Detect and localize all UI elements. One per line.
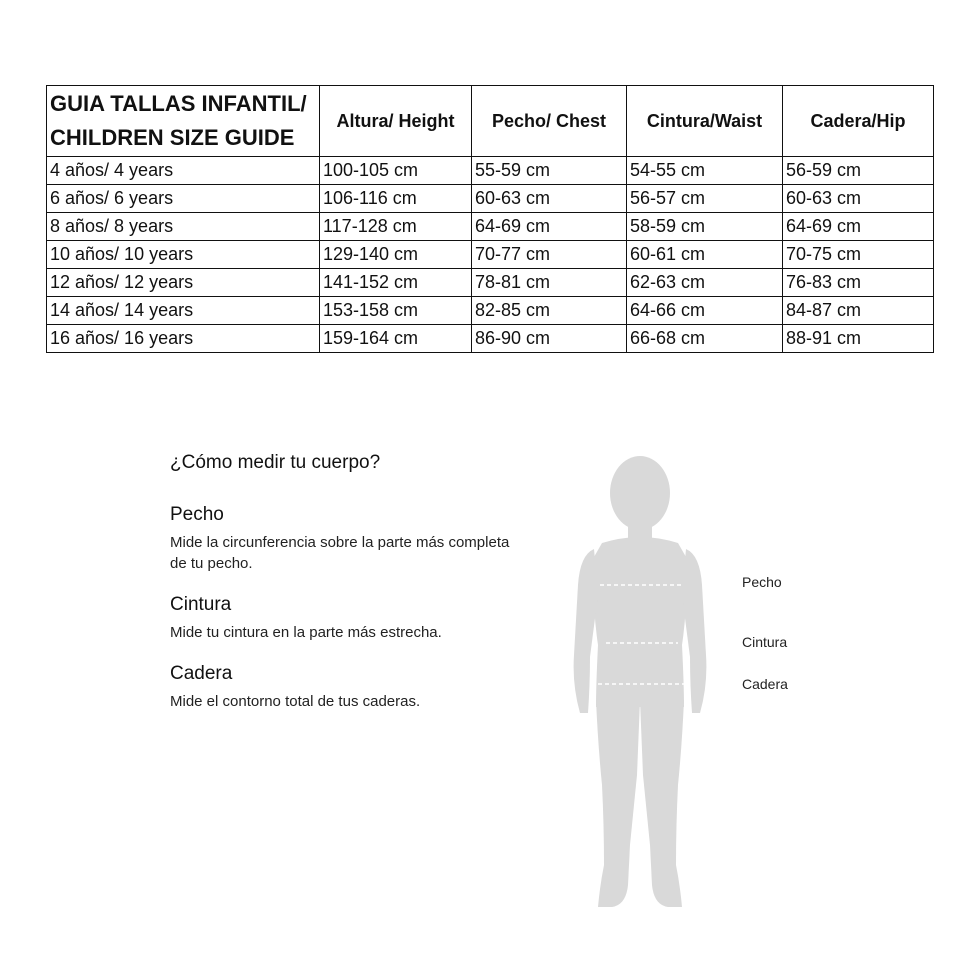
cell-chest: 55-59 cm	[472, 157, 627, 185]
guide-title: ¿Cómo medir tu cuerpo?	[170, 452, 381, 473]
table-row	[47, 297, 934, 325]
cell-chest: 70-77 cm	[472, 241, 627, 269]
figure-label-waist: Cintura	[742, 634, 788, 650]
cell-waist: 64-66 cm	[627, 297, 783, 325]
table-row	[47, 213, 934, 241]
cell-height: 100-105 cm	[320, 157, 472, 185]
section-hip-title: Cadera	[170, 663, 233, 684]
cell-waist: 56-57 cm	[627, 185, 783, 213]
cell-age: 14 años/ 14 years	[47, 297, 320, 325]
cell-chest: 82-85 cm	[472, 297, 627, 325]
cell-hip: 60-63 cm	[783, 185, 934, 213]
table-row	[47, 241, 934, 269]
cell-age: 10 años/ 10 years	[47, 241, 320, 269]
cell-height: 141-152 cm	[320, 269, 472, 297]
table-row	[47, 185, 934, 213]
cell-waist: 58-59 cm	[627, 213, 783, 241]
cell-hip: 84-87 cm	[783, 297, 934, 325]
cell-age: 6 años/ 6 years	[47, 185, 320, 213]
cell-waist: 66-68 cm	[627, 325, 783, 353]
section-chest-description: Mide la circunferencia sobre la parte más completa de tu pecho.	[170, 534, 510, 572]
cell-height: 129-140 cm	[320, 241, 472, 269]
cell-age: 16 años/ 16 years	[47, 325, 320, 353]
section-hip-description: Mide el contorno total de tus caderas.	[170, 693, 421, 710]
cell-height: 153-158 cm	[320, 297, 472, 325]
cell-age: 4 años/ 4 years	[47, 157, 320, 185]
table-title-line1: GUIA TALLAS INFANTIL/	[50, 91, 307, 116]
cell-chest: 60-63 cm	[472, 185, 627, 213]
cell-age: 12 años/ 12 years	[47, 269, 320, 297]
header-waist: Cintura/Waist	[627, 86, 783, 157]
cell-chest: 86-90 cm	[472, 325, 627, 353]
silhouette-shape	[574, 456, 707, 907]
table-row	[47, 157, 934, 185]
measurement-guide	[170, 452, 530, 732]
cell-waist: 60-61 cm	[627, 241, 783, 269]
figure-label-chest: Pecho	[742, 574, 782, 590]
table-row	[47, 325, 934, 353]
cell-waist: 54-55 cm	[627, 157, 783, 185]
table-row	[47, 269, 934, 297]
cell-hip: 76-83 cm	[783, 269, 934, 297]
cell-hip: 56-59 cm	[783, 157, 934, 185]
cell-chest: 78-81 cm	[472, 269, 627, 297]
cell-chest: 64-69 cm	[472, 213, 627, 241]
table-title	[47, 86, 320, 157]
size-guide-table	[46, 85, 934, 353]
cell-height: 106-116 cm	[320, 185, 472, 213]
header-chest: Pecho/ Chest	[472, 86, 627, 157]
cell-hip: 70-75 cm	[783, 241, 934, 269]
cell-height: 117-128 cm	[320, 213, 472, 241]
header-height: Altura/ Height	[320, 86, 472, 157]
figure-label-hip: Cadera	[742, 676, 788, 692]
child-body-silhouette	[560, 445, 740, 915]
cell-hip: 64-69 cm	[783, 213, 934, 241]
cell-height: 159-164 cm	[320, 325, 472, 353]
cell-waist: 62-63 cm	[627, 269, 783, 297]
table-header-row	[47, 86, 934, 157]
table-title-line2: CHILDREN SIZE GUIDE	[50, 125, 295, 150]
section-waist-description: Mide tu cintura en la parte más estrecha.	[170, 624, 442, 641]
section-chest-title: Pecho	[170, 504, 224, 525]
section-waist-title: Cintura	[170, 594, 232, 615]
cell-age: 8 años/ 8 years	[47, 213, 320, 241]
header-hip: Cadera/Hip	[783, 86, 934, 157]
cell-hip: 88-91 cm	[783, 325, 934, 353]
